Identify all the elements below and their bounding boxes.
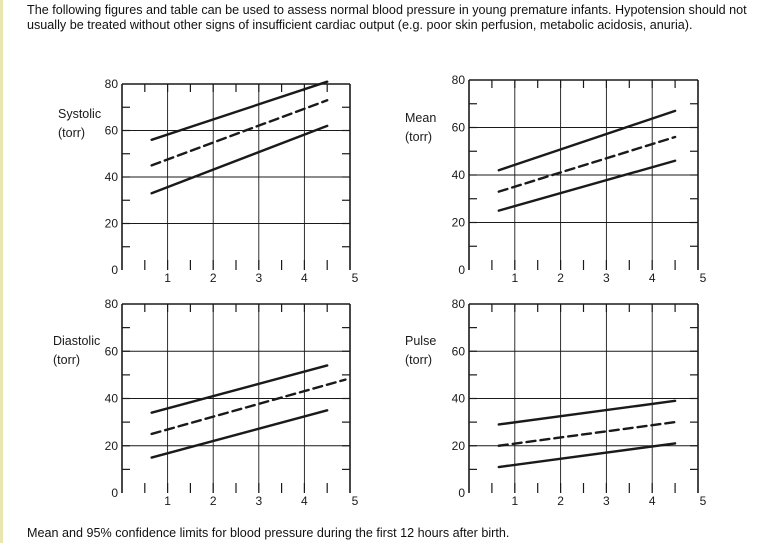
y-tick-label: 0 (111, 263, 118, 277)
x-tick-label: 1 (511, 494, 519, 508)
y-tick-label: 0 (111, 486, 118, 500)
x-tick-label: 1 (511, 271, 519, 285)
x-tick-label: 4 (648, 494, 656, 508)
y-tick-label: 80 (104, 77, 118, 91)
panel-unit-label: (torr) (405, 130, 433, 144)
x-tick-label: 4 (301, 494, 308, 508)
x-tick-label: 2 (209, 494, 217, 508)
x-tick-label: 5 (351, 271, 359, 285)
series-line-mean (499, 422, 675, 446)
y-tick-label: 80 (451, 73, 465, 87)
figure-caption: Mean and 95% confidence limits for blood pressure during the first 12 hours after birth. (27, 526, 510, 540)
chart-mean (405, 73, 707, 285)
y-tick-label: 80 (451, 297, 465, 311)
y-tick-label: 20 (104, 438, 118, 453)
y-tick-label: 40 (104, 391, 118, 406)
x-tick-label: 4 (301, 271, 308, 285)
x-tick-label: 3 (255, 494, 263, 508)
panel-label: Pulse (405, 334, 437, 348)
series-line-confidence-limit (499, 161, 675, 211)
y-tick-label: 60 (451, 344, 465, 359)
panel-unit-label: (torr) (53, 353, 81, 367)
y-tick-label: 20 (104, 216, 118, 231)
x-tick-label: 2 (209, 271, 217, 285)
y-tick-label: 20 (451, 215, 465, 230)
y-tick-label: 40 (104, 170, 118, 184)
series-line-confidence-limit (499, 443, 675, 467)
x-tick-label: 5 (699, 494, 707, 508)
y-tick-label: 60 (451, 120, 465, 135)
series-line-confidence-limit (152, 126, 328, 193)
x-tick-label: 2 (557, 494, 564, 508)
chart-pulse (405, 297, 707, 508)
panel-unit-label: (torr) (405, 353, 433, 367)
series-line-confidence-limit (152, 410, 328, 457)
series-line-mean (499, 137, 675, 192)
y-tick-label: 20 (451, 438, 465, 453)
x-tick-label: 1 (164, 494, 171, 508)
chart-diastolic (53, 297, 359, 508)
y-tick-label: 60 (104, 344, 118, 359)
panel-label: Diastolic (53, 334, 101, 348)
y-tick-label: 40 (451, 168, 465, 182)
intro-text: The following figures and table can be used to assess normal blood pressure in young premature infants. Hypotension should not usually be treated without other signs of insufficient cardiac output (e.g. poor skin perfusion, metabolic acidosis, anuria). (27, 3, 747, 32)
x-tick-label: 5 (699, 271, 707, 285)
x-tick-label: 1 (164, 271, 171, 285)
y-tick-label: 60 (104, 123, 118, 138)
panel-label: Systolic (58, 107, 102, 121)
y-tick-label: 80 (104, 297, 118, 311)
y-tick-label: 0 (458, 486, 465, 500)
x-tick-label: 3 (255, 271, 263, 285)
series-line-confidence-limit (152, 365, 328, 412)
panel-label: Mean (405, 111, 437, 125)
chart-systolic (58, 77, 359, 285)
x-tick-label: 2 (557, 271, 564, 285)
y-tick-label: 40 (451, 391, 465, 406)
y-tick-label: 0 (458, 263, 465, 277)
series-line-confidence-limit (499, 401, 675, 425)
x-tick-label: 3 (603, 494, 610, 508)
x-tick-label: 4 (648, 271, 656, 285)
x-tick-label: 5 (351, 494, 359, 508)
panel-unit-label: (torr) (58, 126, 86, 140)
x-tick-label: 3 (603, 271, 610, 285)
series-line-confidence-limit (499, 111, 675, 170)
